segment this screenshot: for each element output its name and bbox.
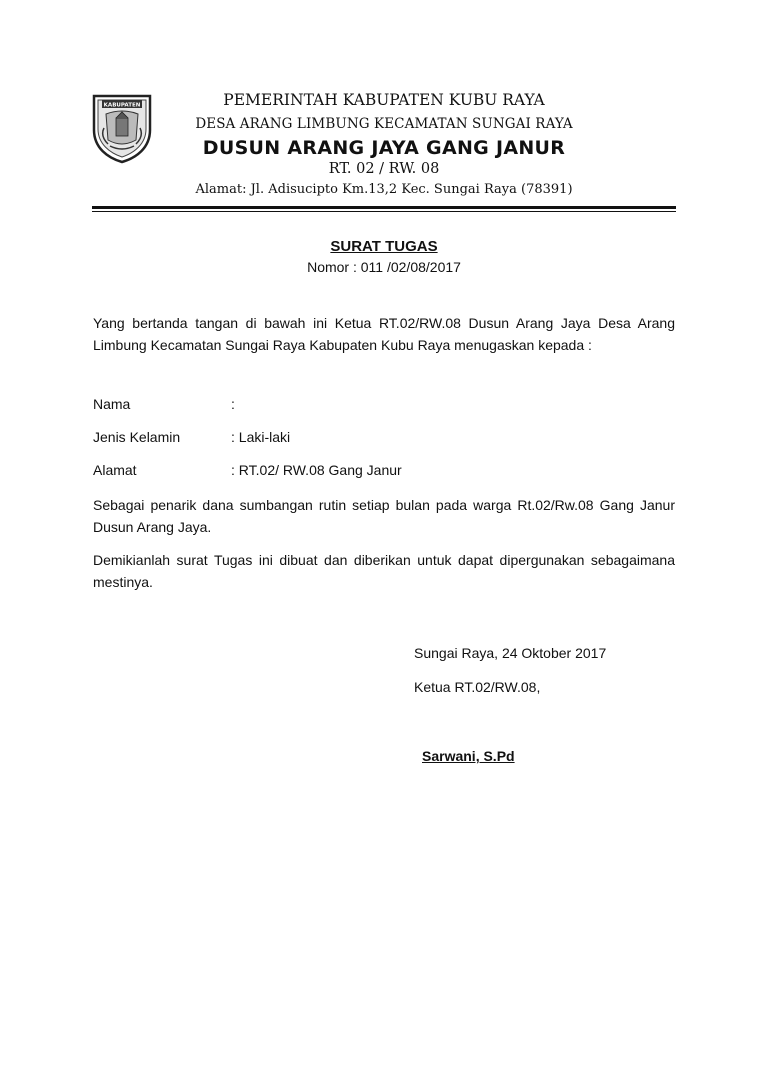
signature-place-date: Sungai Raya, 24 Oktober 2017 (414, 645, 607, 661)
closing-paragraph: Demikianlah surat Tugas ini dibuat dan diberikan untuk dapat dipergunakan sebagaimana mestinya. (93, 552, 675, 590)
letterhead-village: DESA ARANG LIMBUNG KECAMATAN SUNGAI RAYA (195, 116, 573, 132)
letterhead-address: Alamat: Jl. Adisucipto Km.13,2 Kec. Sungai Raya (78391) (195, 182, 573, 197)
document-number: Nomor : 011 /02/08/2017 (307, 259, 461, 275)
letterhead-rt-rw: RT. 02 / RW. 08 (328, 161, 440, 177)
letterhead-divider-thin (92, 211, 676, 212)
letterhead-divider-thick (92, 206, 676, 209)
field-row-jenis-kelamin (93, 429, 593, 449)
field-value: : Laki-laki (231, 429, 291, 445)
field-value: : (231, 396, 235, 412)
svg-text:KABUPATEN: KABUPATEN (103, 102, 141, 109)
field-label: Jenis Kelamin (93, 429, 181, 445)
letterhead-hamlet: DUSUN ARANG JAYA GANG JANUR (202, 137, 566, 159)
field-value: : RT.02/ RW.08 Gang Janur (231, 462, 402, 478)
field-row-alamat (93, 462, 593, 482)
signature-name: Sarwani, S.Pd (422, 748, 515, 764)
opening-paragraph: Yang bertanda tangan di bawah ini Ketua RT.02/RW.08 Dusun Arang Jaya Desa Arang Limbung Kecamatan Sungai Raya Kabupaten Kubu Raya menugaskan kepada : (93, 315, 675, 353)
letterhead-government: PEMERINTAH KABUPATEN KUBU RAYA (223, 91, 545, 109)
field-label: Alamat (93, 462, 137, 478)
field-row-nama (93, 396, 593, 416)
document-title: SURAT TUGAS (330, 238, 438, 255)
field-label: Nama (93, 396, 131, 412)
signature-position: Ketua RT.02/RW.08, (414, 679, 541, 695)
purpose-paragraph: Sebagai penarik dana sumbangan rutin setiap bulan pada warga Rt.02/Rw.08 Gang Janur Dusun Arang Jaya. (93, 497, 675, 535)
